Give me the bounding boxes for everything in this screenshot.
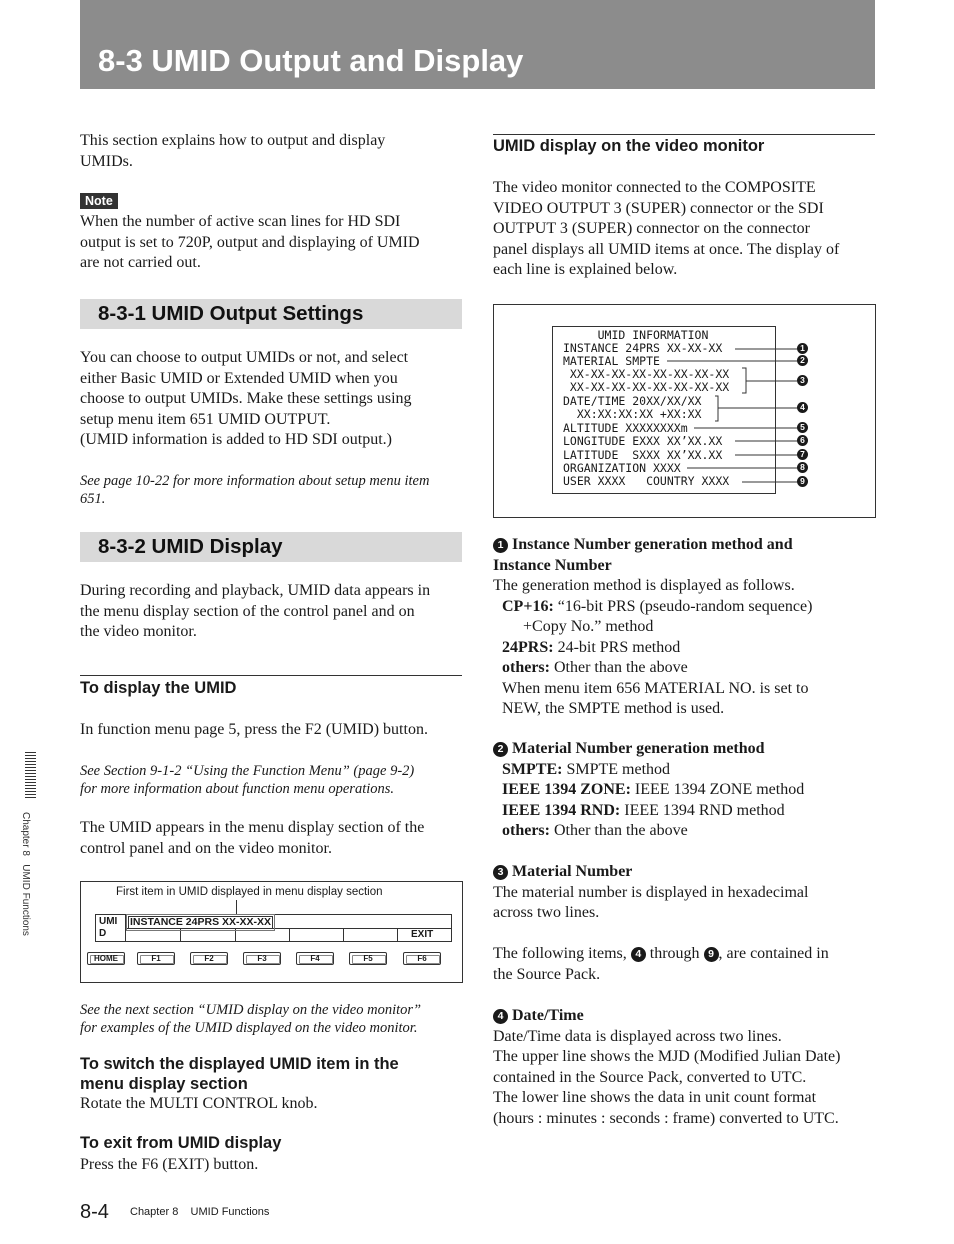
- definition-row: [493, 780, 878, 801]
- text-line: (hours : minutes : seconds : frame) converted to UTC.: [493, 1109, 839, 1127]
- key-label: HOME: [94, 954, 118, 963]
- output-settings-body: [80, 348, 465, 451]
- home-key[interactable]: [87, 952, 125, 965]
- item-heading: [493, 535, 878, 556]
- item-3: [493, 862, 878, 924]
- definition-term: others:: [502, 822, 550, 839]
- definition-desc: Other than the above: [549, 822, 688, 839]
- screen-line-user-country: USER XXXX COUNTRY XXXX: [563, 474, 730, 488]
- screen-line-instance: INSTANCE 24PRS XX-XX-XX: [563, 341, 723, 355]
- output-settings-reference: [80, 472, 465, 508]
- screen-line-latitude: LATITUDE SXXX XX’XX.XX: [563, 448, 723, 462]
- callout-7: 7: [797, 449, 808, 460]
- callout-2: 2: [797, 355, 808, 366]
- menu-display-figure: [80, 881, 463, 983]
- definition-row: [493, 658, 878, 679]
- lcd-cell-divider: [343, 928, 344, 941]
- section-title: 8-3-2 UMID Display: [98, 535, 283, 558]
- monitor-display-figure: [493, 304, 876, 518]
- callout-9: 9: [797, 476, 808, 487]
- number-icon: 2: [493, 742, 508, 757]
- callout-3: 3: [797, 375, 808, 386]
- key-label: F3: [257, 954, 267, 963]
- item-heading-text: Instance Number generation method and: [512, 536, 793, 553]
- f1-key[interactable]: [137, 952, 175, 965]
- screen-line-organization: ORGANIZATION XXXX: [563, 461, 681, 475]
- text-line: Press the F6 (EXIT) button.: [80, 1156, 259, 1173]
- subheading: To exit from UMID display: [80, 1134, 282, 1152]
- screen-line-time: XX:XX:XX:XX +XX:XX: [563, 407, 702, 421]
- key-label: F5: [363, 954, 373, 963]
- text-line: NEW, the SMPTE method is used.: [502, 700, 725, 717]
- section-bar-output-settings: [80, 299, 462, 329]
- text-line: the video monitor.: [80, 623, 197, 640]
- footer-chapter: Chapter 8 UMID Functions: [130, 1206, 270, 1218]
- chapter-tab-marker: [25, 752, 36, 800]
- text-line: OUTPUT 3 (SUPER) connector on the connector: [493, 220, 810, 237]
- definition-row: [493, 638, 878, 659]
- definition-desc: Other than the above: [549, 659, 688, 676]
- text-line: VIDEO OUTPUT 3 (SUPER) connector or the SDI: [493, 199, 824, 217]
- screen-line-header: UMID INFORMATION: [563, 328, 709, 342]
- definition-term: 24PRS:: [502, 638, 554, 656]
- divider: [80, 675, 462, 676]
- definition-row: [493, 821, 878, 842]
- f4-key[interactable]: [296, 952, 334, 965]
- definition-desc: IEEE 1394 ZONE method: [630, 781, 805, 798]
- f6-key[interactable]: [403, 952, 441, 965]
- item-heading: [493, 862, 878, 883]
- item-heading: [493, 739, 878, 760]
- text-line: See the next section “UMID display on the video monitor”: [80, 1002, 422, 1018]
- definition-row: [493, 801, 878, 822]
- text-line: In function menu page 5, press the F2 (UMID) button.: [80, 721, 428, 738]
- text-line: During recording and playback, UMID data appears in: [80, 582, 431, 599]
- text-line: setup menu item 651 UMID OUTPUT.: [80, 410, 331, 428]
- item-4: [493, 1006, 878, 1129]
- instance-readout: INSTANCE 24PRS XX-XX-XX: [130, 916, 272, 928]
- exit-heading-wrap: [80, 1134, 281, 1153]
- item-1: [493, 535, 878, 720]
- text-line: You can choose to output UMIDs or not, and select: [80, 349, 409, 366]
- f2-key[interactable]: [190, 952, 228, 965]
- lcd-cell-divider: [235, 928, 236, 941]
- section-title: 8-3-1 UMID Output Settings: [98, 302, 364, 325]
- switch-body: [80, 1094, 465, 1115]
- text-fragment: through: [645, 945, 704, 962]
- definition-desc: SMPTE method: [562, 760, 671, 778]
- umid-display-body: [80, 581, 465, 643]
- text-line: The upper line shows the MJD (Modified Julian Date): [493, 1048, 841, 1065]
- text-line: output is set to 720P, output and displaying of UMID: [80, 233, 420, 251]
- text-line: Rotate the MULTI CONTROL knob.: [80, 1095, 318, 1112]
- exit-body: [80, 1155, 465, 1176]
- divider: [493, 134, 875, 135]
- subheading-line: To switch the displayed UMID item in the: [80, 1055, 399, 1073]
- number-icon: 4: [493, 1009, 508, 1024]
- callout-1: 1: [797, 343, 808, 354]
- lcd-cell-divider: [180, 928, 181, 941]
- monitor-reference: [80, 1001, 465, 1037]
- figure-caption: First item in UMID displayed in menu display section: [116, 886, 383, 898]
- definition-desc: IEEE 1394 RND method: [620, 801, 785, 819]
- text-line: Date/Time data is displayed across two lines.: [493, 1027, 782, 1045]
- monitor-body: [493, 178, 878, 281]
- text-line: The video monitor connected to the COMPOSITE: [493, 179, 816, 196]
- item-heading-text: Material Number generation method: [512, 740, 765, 757]
- item-heading-text: Date/Time: [512, 1007, 584, 1024]
- definition-term: SMPTE:: [502, 760, 563, 778]
- text-line: The UMID appears in the menu display section of the: [80, 819, 425, 836]
- screen-line-material-number-2: XX-XX-XX-XX-XX-XX-XX-XX: [563, 380, 730, 394]
- text-line: (UMID information is added to HD SDI output.): [80, 431, 392, 448]
- text-fragment: The following items,: [493, 945, 631, 962]
- item-2: [493, 739, 878, 842]
- screen-line-altitude: ALTITUDE XXXXXXXXm: [563, 421, 688, 435]
- item-heading: [493, 1006, 878, 1027]
- subheading-line: menu display section: [80, 1075, 248, 1093]
- note-badge: [80, 192, 118, 210]
- number-icon: 4: [631, 947, 646, 962]
- page-title: 8-3 UMID Output and Display: [98, 43, 524, 78]
- text-line: [493, 944, 878, 965]
- text-line: contained in the Source Pack, converted to UTC.: [493, 1068, 807, 1086]
- lcd-panel: [95, 914, 452, 942]
- text-line: choose to output UMIDs. Make these settings using: [80, 390, 412, 407]
- umid-label-line: UMI: [99, 916, 118, 927]
- function-menu-reference: [80, 762, 465, 798]
- definition-row: [493, 597, 878, 618]
- definition-desc-cont: +Copy No.” method: [523, 618, 654, 635]
- definition-term: CP+16:: [502, 597, 554, 615]
- definition-term: others:: [502, 659, 550, 676]
- callout-4: 4: [797, 402, 808, 413]
- section-bar-umid-display: [80, 532, 462, 562]
- callout-5: 5: [797, 422, 808, 433]
- umid-appears-body: [80, 818, 465, 859]
- to-display-body: [80, 720, 465, 741]
- callout-8: 8: [797, 462, 808, 473]
- text-line: panel displays all UMID items at once. The display of: [493, 240, 840, 258]
- switch-heading: [80, 1054, 465, 1094]
- exit-label: EXIT: [411, 929, 434, 940]
- screen-line-date: DATE/TIME 20XX/XX/XX: [563, 394, 702, 408]
- screen-line-material: MATERIAL SMPTE: [563, 354, 660, 368]
- text-line: across two lines.: [493, 904, 600, 921]
- text-line: the Source Pack.: [493, 965, 601, 983]
- item-heading-text: Material Number: [512, 863, 633, 880]
- subheading: UMID display on the video monitor: [493, 137, 765, 155]
- monitor-heading-wrap: [493, 137, 764, 156]
- text-line: for more information about function menu operations.: [80, 781, 395, 797]
- definition-row: [493, 760, 878, 781]
- text-line: control panel and on the video monitor.: [80, 839, 332, 857]
- callout-6: 6: [797, 435, 808, 446]
- item-heading-text: Instance Number: [493, 556, 612, 574]
- definition-term: IEEE 1394 ZONE:: [502, 781, 631, 798]
- key-label: F2: [204, 954, 214, 963]
- source-pack-paragraph: [493, 944, 878, 985]
- text-line: UMIDs.: [80, 152, 133, 170]
- text-line: each line is explained below.: [493, 261, 678, 278]
- caption-leader-line: [236, 900, 237, 915]
- text-fragment: , are contained in: [718, 945, 829, 962]
- number-icon: 3: [493, 865, 508, 880]
- text-line: either Basic UMID or Extended UMID when you: [80, 369, 398, 387]
- text-line: See Section 9-1-2 “Using the Function Menu” (page 9-2): [80, 763, 415, 779]
- number-icon: 1: [493, 538, 508, 553]
- note-text: [80, 212, 465, 274]
- f3-key[interactable]: [243, 952, 281, 965]
- page-number: 8-4: [80, 1201, 109, 1223]
- lcd-cell-divider: [289, 928, 290, 941]
- definition-term: IEEE 1394 RND:: [502, 801, 621, 819]
- to-display-heading-wrap: [80, 679, 236, 698]
- lcd-cell-divider: [397, 928, 398, 941]
- side-chapter-label: Chapter 8 UMID Functions: [20, 812, 31, 936]
- text-line: The lower line shows the data in unit count format: [493, 1089, 817, 1106]
- f5-key[interactable]: [349, 952, 387, 965]
- subheading: To display the UMID: [80, 679, 237, 697]
- key-label: F4: [310, 954, 320, 963]
- key-label: F6: [417, 954, 427, 963]
- intro-paragraph: [80, 131, 465, 172]
- callout-leader-lines: [494, 305, 875, 517]
- screen-line-material-number-1: XX-XX-XX-XX-XX-XX-XX-XX: [563, 367, 730, 381]
- key-label: F1: [151, 954, 161, 963]
- umid-label-line: D: [99, 928, 107, 939]
- screen-line-longitude: LONGITUDE EXXX XX’XX.XX: [563, 434, 723, 448]
- text-line: When menu item 656 MATERIAL NO. is set to: [502, 679, 809, 697]
- text-line: the menu display section of the control panel and on: [80, 602, 415, 620]
- text-line: This section explains how to output and display: [80, 132, 386, 149]
- definition-desc: 24-bit PRS method: [553, 638, 681, 656]
- text-line: See page 10-22 for more information about setup menu item: [80, 473, 430, 489]
- note-label: Note: [80, 193, 118, 209]
- text-line: When the number of active scan lines for HD SDI: [80, 213, 401, 230]
- text-line: The generation method is displayed as follows.: [493, 577, 795, 594]
- text-line: 651.: [80, 491, 106, 507]
- text-line: The material number is displayed in hexadecimal: [493, 883, 809, 901]
- text-line: for examples of the UMID displayed on the video monitor.: [80, 1020, 418, 1036]
- title-bar: [80, 0, 875, 89]
- umid-label: [99, 916, 117, 940]
- text-line: are not carried out.: [80, 254, 201, 271]
- number-icon: 9: [704, 947, 719, 962]
- definition-desc: “16-bit PRS (pseudo-random sequence): [553, 597, 813, 615]
